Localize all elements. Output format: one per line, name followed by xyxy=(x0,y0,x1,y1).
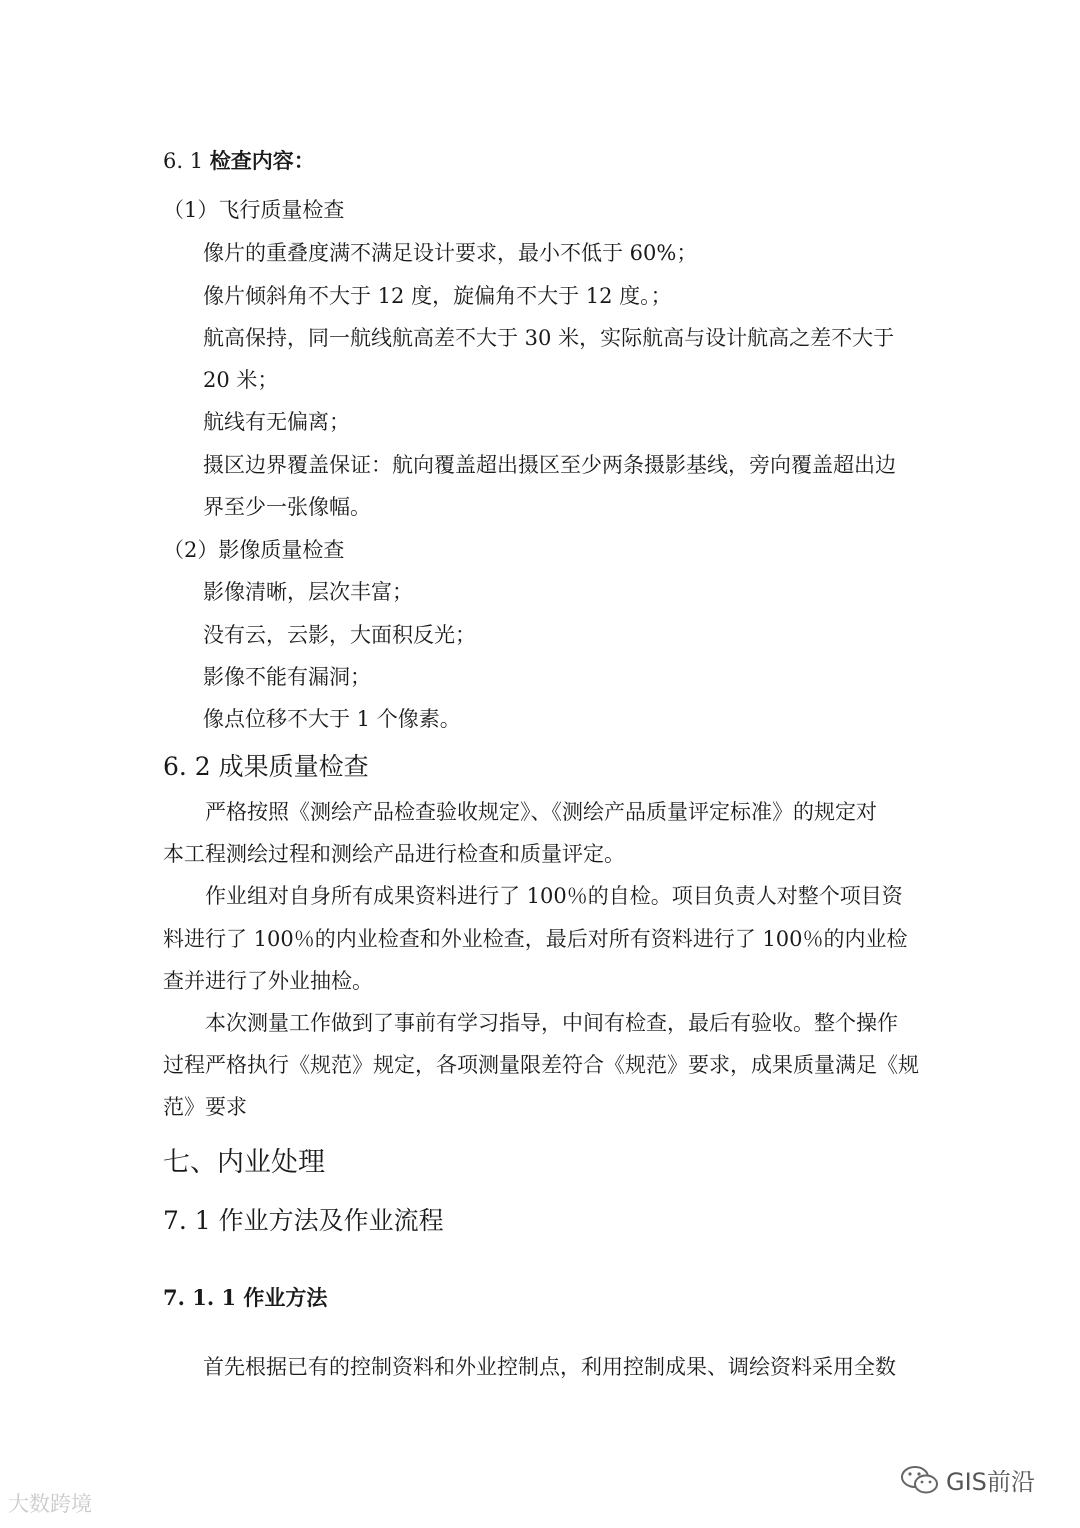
sub2-line: 影像清晰，层次丰富； xyxy=(203,580,413,604)
section-7-1-1-title: 7. 1. 1 作业方法 xyxy=(163,1285,328,1310)
watermark-left-text: 大数跨境 xyxy=(8,1492,92,1516)
para-line: 作业组对自身所有成果资料进行了 100％的自检。项目负责人对整个项目资 xyxy=(205,884,903,908)
section-6-2-title: 6. 2 成果质量检查 xyxy=(163,752,369,781)
sub1-line: 像片的重叠度满不满足设计要求，最小不低于 60%； xyxy=(203,241,698,265)
sub2-line: 没有云，云影，大面积反光； xyxy=(203,623,476,647)
para-line: 本次测量工作做到了事前有学习指导，中间有检查，最后有验收。整个操作 xyxy=(205,1011,898,1035)
sub2-title: （2）影像质量检查 xyxy=(163,538,345,562)
sub2-line: 影像不能有漏洞； xyxy=(203,665,371,689)
watermark-left xyxy=(8,1488,92,1518)
para-line: 范》要求 xyxy=(163,1095,247,1119)
wechat-icon xyxy=(900,1464,940,1496)
watermark-right xyxy=(900,1462,1035,1497)
sub2-line: 像点位移不大于 1 个像素。 xyxy=(203,707,461,731)
para-line: 首先根据已有的控制资料和外业控制点，利用控制成果、调绘资料采用全数 xyxy=(203,1355,896,1379)
para-line: 查并进行了外业抽检。 xyxy=(163,969,373,993)
section-6-1-number: 6. 1 xyxy=(163,149,210,173)
sub1-line: 界至少一张像幅。 xyxy=(203,495,371,519)
sub1-line: 航线有无偏离； xyxy=(203,410,350,434)
sub1-title: （1）飞行质量检查 xyxy=(163,198,345,222)
sub1-line: 20 米； xyxy=(203,368,279,392)
para-line: 过程严格执行《规范》规定，各项测量限差符合《规范》要求，成果质量满足《规 xyxy=(163,1053,919,1077)
para-line: 本工程测绘过程和测绘产品进行检查和质量评定。 xyxy=(163,842,625,866)
para-line: 严格按照《测绘产品检查验收规定》、《测绘产品质量评定标准》的规定对 xyxy=(205,800,877,824)
section-6-1-title: 检查内容： xyxy=(209,148,315,173)
sub1-line: 航高保持，同一航线航高差不大于 30 米，实际航高与设计航高之差不大于 xyxy=(203,326,895,350)
sub1-line: 摄区边界覆盖保证：航向覆盖超出摄区至少两条摄影基线，旁向覆盖超出边 xyxy=(203,453,896,477)
section-6-1-heading xyxy=(163,146,315,176)
watermark-right-text: GIS前沿 xyxy=(946,1468,1035,1496)
sub1-line: 像片倾斜角不大于 12 度，旋偏角不大于 12 度。； xyxy=(203,284,672,308)
para-line: 料进行了 100％的内业检查和外业检查，最后对所有资料进行了 100％的内业检 xyxy=(163,927,908,951)
chapter-7-title: 七、内业处理 xyxy=(163,1147,325,1178)
section-7-1-title: 7. 1 作业方法及作业流程 xyxy=(163,1206,444,1235)
